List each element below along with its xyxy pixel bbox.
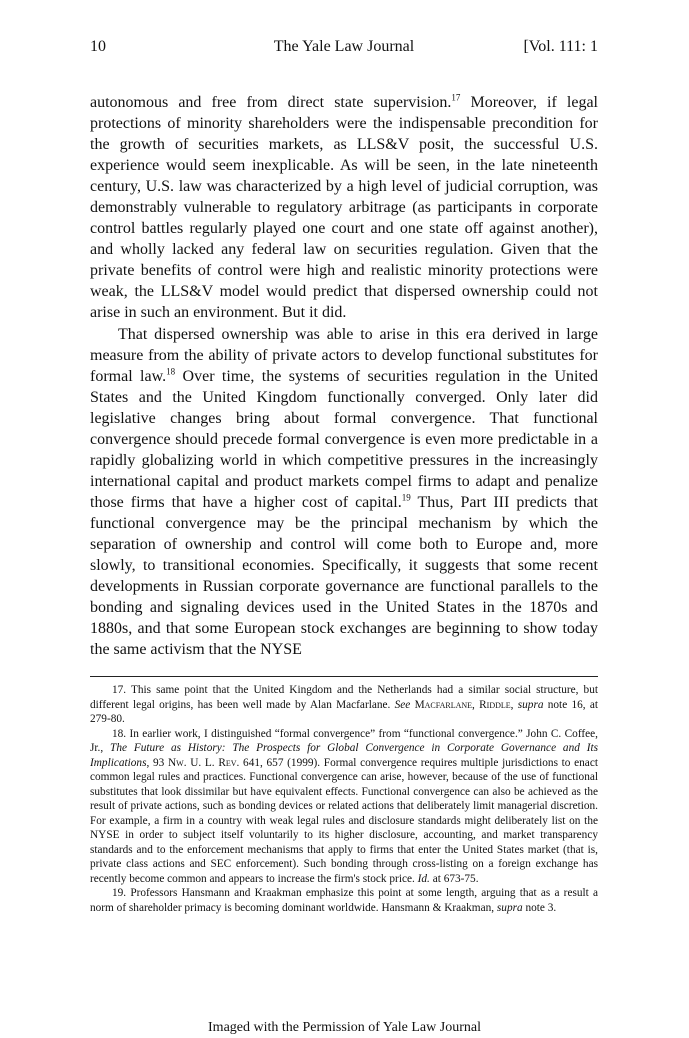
footnote-18-body: 641, 657 (1999). Formal convergence requires multiple jurisdictions to enact common legal rules and practices. Functional convergence can arise, however, because of the use of functional substitutes that look dissimilar but have equivalent effects. Functional convergence can also be achieved as the result of private actions, such as bonding devices or related actions that deliberately limit managerial discretion. For example, a firm in a country with weak legal rules and disclosure standards might deliberately list on the NYSE in order to subject itself voluntarily to its higher disclosure, accounting, and market transparency standards and to the enforcement mechanisms that apply to firms that enter the United States market (that is, private class actions and SEC enforcement). Such bonding through cross-listing on a foreign exchange has recently become common and appears to increase the firm's stock price. (90, 756, 598, 885)
footnote-19 (90, 886, 598, 915)
footnote-ref-18: 18 (166, 366, 176, 377)
footnote-17-comma: , (510, 698, 518, 711)
footnote-18-volume: , 93 (146, 756, 168, 769)
paragraph-2-text-b: Over time, the systems of securities regulation in the United States and the United Kingdom functionally converged. Only later did legislative changes bring about formal convergence. That functional convergence should precede formal convergence is even more predictable in a rapidly globalizing world in which competitive pressures in the increasingly international capital and product markets compel firms to adapt and penalize those firms that have a higher cost of capital. (90, 367, 598, 511)
footnote-18-article-title: The Future as History: The Prospects for Global Convergence in Corporate Governance and Its Implications (90, 742, 599, 769)
paragraph-1 (90, 92, 598, 324)
footnote-19-text: 19. Professors Hansmann and Kraakman emphasize this point at some length, arguing that as a result a norm of shareholder primacy is becoming dominant worldwide. Hansmann & Kraakman, (90, 887, 598, 914)
footnote-18-id: Id. (417, 872, 430, 885)
paragraph-1-text-a: autonomous and free from direct state supervision. (90, 94, 452, 111)
volume-label: [Vol. 111: 1 (523, 38, 598, 55)
footnote-17-citation: Macfarlane, Riddle (414, 698, 511, 711)
paragraph-2-text-c: Thus, Part III predicts that functional convergence may be the principal mechanism by which the separation of ownership and control will come both to Europe and, more slowly, to transitional economies. Specifically, it suggests that some recent developments in Russian corporate governance are functional parallels to the bonding and signaling devices used in the United States in the 1870s and 1880s, and that some European stock exchanges are beginning to show today the same activism that the NYSE (90, 493, 599, 659)
footnote-18-pinpoint: at 673-75. (429, 872, 479, 885)
permission-footer: Imaged with the Permission of Yale Law Journal (208, 1020, 481, 1035)
footnote-19-supra: supra (496, 901, 523, 914)
running-header (90, 38, 598, 60)
paragraph-2 (90, 324, 598, 661)
footnote-17-text: 17. This same point that the United Kingdom and the Netherlands had a similar social structure, but different legal origins, has been well made by Alan Macfarlane. (90, 684, 598, 711)
footnote-17-supra: supra (517, 698, 544, 711)
journal-title: The Yale Law Journal (273, 38, 415, 55)
paragraph-2-text-a: That dispersed ownership was able to arise in this era derived in large measure from the ability of private actors to develop functional substitutes for formal law. (90, 325, 598, 385)
footnote-ref-17: 17 (451, 92, 461, 103)
footnote-18-journal-abbrev: Nw. U. L. Rev. (168, 756, 240, 769)
footnote-17-pinpoint: note 16, at 279-80. (90, 698, 598, 725)
footnote-19-pinpoint: note 3. (522, 901, 557, 914)
footnote-18-text: 18. In earlier work, I distinguished “formal convergence” from “functional convergence.” John C. Coffee, Jr., (90, 727, 598, 754)
footnote-17 (90, 683, 598, 727)
footnote-18 (90, 727, 598, 887)
footnote-17-see: See (394, 698, 411, 711)
footnote-ref-19: 19 (401, 492, 411, 503)
page-number: 10 (90, 38, 106, 55)
body-text (90, 92, 598, 660)
footnote-divider (90, 676, 598, 677)
paragraph-1-text-b: Moreover, if legal protections of minority shareholders were the indispensable precondition for the growth of securities markets, as LLS&V posit, the successful U.S. experience would seem inexplicable. As will be seen, in the late nineteenth century, U.S. law was characterized by a high level of judicial corruption, was demonstrably vulnerable to regulatory arbitrage (as participants in corporate control battles regularly played one court and one state off against another), and wholly lacked any federal law on securities regulation. Given that the private benefits of control were high and realistic minority protections were weak, the LLS&V model would predict that dispersed ownership could not arise in such an environment. But it did. (90, 94, 599, 322)
footnotes (90, 683, 598, 915)
